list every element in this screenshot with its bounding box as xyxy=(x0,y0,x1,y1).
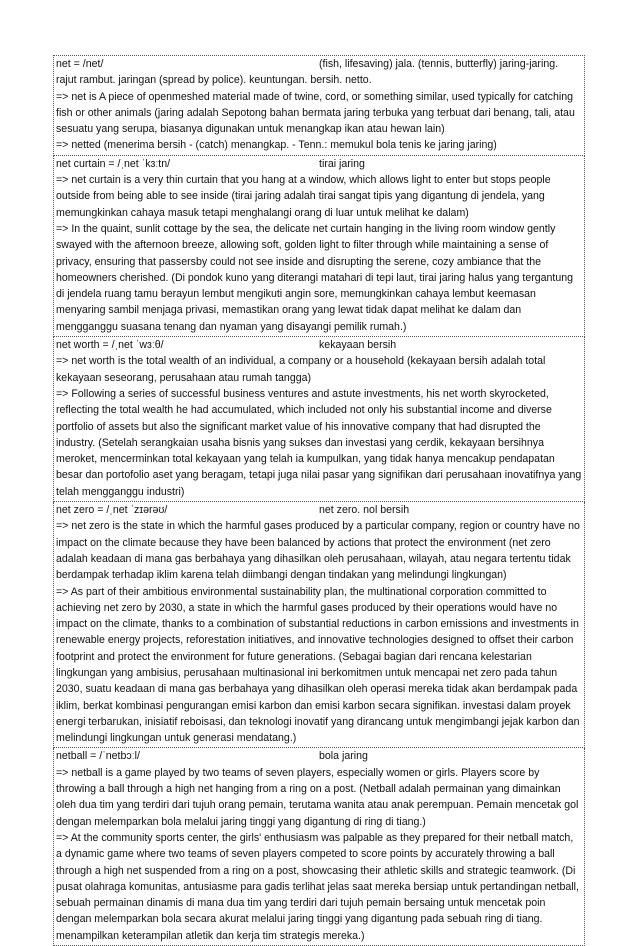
entry-netball xyxy=(53,748,585,946)
entry-net-worth xyxy=(53,337,585,502)
entry-net-curtain xyxy=(53,156,585,337)
entry-definition: => net curtain is a very thin curtain that you hang at a window, which allows light to enter but stops people outside from being able to see inside (tirai jaring adalah tirai sangat tipis yang digantung di jendela, yang memungkinkan cahaya masuk tetapi menghalangi orang di luar untuk melihat ke dalam) xyxy=(56,174,551,219)
entry-line: rajut rambut. jaringan (spread by police). keuntungan. bersih. netto. xyxy=(56,74,372,87)
entry-net xyxy=(53,55,585,156)
entry-example: => At the community sports center, the girls' enthusiasm was palpable as they prepared for their netball match, a dynamic game where two teams of seven players competed to score points by accurately throwing a ball through a high net suspended from a ring on a post, showcasing their athletic skills and strategic teamwork. (Di pusat olahraga komunitas, antusiasme para gadis terlihat jelas saat mereka bersiap untuk pertandingan netball, sebuah permainan dinamis di mana dua tim yang terdiri dari tujuh pemain bersaing untuk mencetak poin dengan melemparkan bola secara akurat melalui jaring tinggi yang digantung pada sebuah ring di tiang. menampilkan keterampilan atletik dan kerja tim strategis mereka.) xyxy=(56,831,579,942)
entry-example: => As part of their ambitious environmental sustainability plan, the multinational corporation committed to achieving net zero by 2030, a state in which the harmful gases produced by their operations would have no impact on the climate, thanks to a combination of substantial reductions in carbon emissions and investments in renewable energy projects, reforestation initiatives, and innovative technologies designed to offset their carbon footprint and protect the environment for future generations. (Sebagai bagian dari rencana kelestarian lingkungan yang ambisius, perusahaan multinasional ini berkomitmen untuk mencapai net zero pada tahun 2030, suatu keadaan di mana gas berbahaya yang dihasilkan oleh operasi mereka tidak akan berdampak pada iklim, berkat kombinasi pengurangan emisi karbon dan emisi karbon secara signifikan. investasi dalam proyek energi terbarukan, inisiatif reboisasi, dan teknologi inovatif yang dirancang untuk mengimbangi jejak karbon dan melindungi lingkungan untuk generasi mendatang.) xyxy=(56,585,580,745)
entry-term: netball = /ˈnetbɔːl/ xyxy=(56,750,140,763)
entry-translation: net zero. nol bersih xyxy=(319,504,410,517)
entry-translation: (fish, lifesaving) jala. (tennis, butterfly) jaring-jaring. xyxy=(319,58,559,70)
dictionary-sheet xyxy=(53,55,585,946)
entry-translation: tirai jaring xyxy=(319,157,365,170)
entry-translation: kekayaan bersih xyxy=(319,339,397,352)
entry-definition: => net is A piece of openmeshed material made of twine, cord, or something similar, used typically for catching fish or other animals (jaring adalah Sepotong bahan bermata jaring terbuka yang terbuat dari benang, tali, atau sesuatu yang serupa, biasanya digunakan untuk menangkap ikan atau hewan lain) xyxy=(56,90,575,136)
entry-definition: => netball is a game played by two teams of seven players, especially women or girls. Players score by throwing a ball through a high net hanging from a ring on a post. (Netball adalah permainan yang dimainkan oleh dua tim yang terdiri dari tujuh orang pemain, terutama wanita atau anak perempuan. Pemain mencetak gol dengan melemparkan bola melalui jaring tinggi yang digantung di ring di tiang.) xyxy=(56,766,579,828)
entry-header xyxy=(56,56,582,72)
entry-term: net zero = /ˌnet ˈzɪərəʊ/ xyxy=(56,504,168,517)
entry-example: => Following a series of successful business ventures and astute investments, his net worth skyrocketed, reflecting the total wealth he had accumulated, which included not only his substantial income and diverse portfolio of assets but also the significant market value of his innovative company that had disrupted the industry. (Setelah serangkaian usaha bisnis yang sukses dan investasi yang cerdik, kekayaan bersihnya meroket, mencerminkan total kekayaan yang telah ia kumpulkan, yang tidak hanya mencakup pendapatan besar dan portofolio aset yang beragam, tetapi juga nilai pasar yang signifikan dari perusahaan inovatifnya yang telah mengganggu industri) xyxy=(56,387,582,498)
entry-term: net = /net/ xyxy=(56,58,104,70)
entry-example: => netted (menerima bersih - (catch) menangkap. - Tenn.: memukul bola tenis ke jaring jaring) xyxy=(56,139,497,152)
entry-translation: bola jaring xyxy=(319,750,368,763)
entry-example: => In the quaint, sunlit cottage by the sea, the delicate net curtain hanging in the living room window gently swayed with the afternoon breeze, allowing soft, golden light to filter through while maintaining a sense of privacy, ensuring that passersby could not see inside and disrupting the serene, cozy ambiance that the homeowners cherished. (Di pondok kuno yang diterangi matahari di tepi laut, tirai jaring halus yang tergantung di jendela ruang tamu berayun lembut mengikuti angin sore, memungkinkan cahaya lembut keemasan menyaring sambil menjaga privasi, memastikan orang yang lewat tidak dapat melihat ke dalam dan mengganggu suasana tenang dan nyaman yang disayangi pemilik rumah.) xyxy=(56,222,574,333)
entry-definition: => net worth is the total wealth of an individual, a company or a household (kekayaan bersih adalah total kekayaan seseorang, perusahaan atau rumah tangga) xyxy=(56,355,546,384)
entry-header xyxy=(56,748,582,764)
entry-header xyxy=(56,502,582,518)
entry-net-zero xyxy=(53,502,585,748)
entry-term: net curtain = /ˌnet ˈkɜːtn/ xyxy=(56,157,171,170)
entry-term: net worth = /ˌnet ˈwɜːθ/ xyxy=(56,339,164,352)
entry-header xyxy=(56,156,582,172)
entry-header xyxy=(56,337,582,353)
entry-definition: => net zero is the state in which the harmful gases produced by a particular company, region or country have no impact on the climate because they have been balanced by actions that protect the environment (net zero adalah keadaan di mana gas berbahaya yang dihasilkan oleh perusahaan, wilayah, atau negara tertentu tidak berdampak terhadap iklim karena telah diimbangi dengan tindakan yang melindungi lingkungan) xyxy=(56,520,580,582)
